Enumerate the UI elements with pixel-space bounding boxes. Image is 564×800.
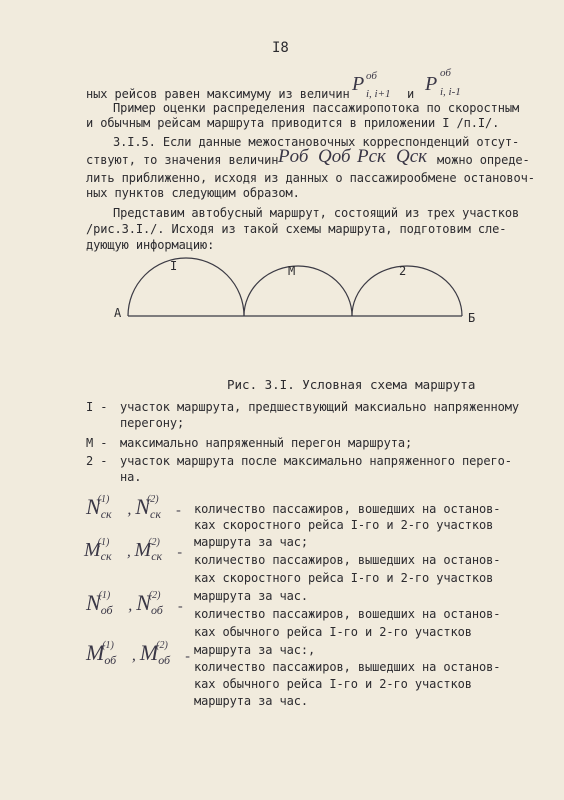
legend-text-m: максимально напряженный перегон маршрута; [120, 436, 413, 450]
def-1-sym-a: N [86, 494, 101, 519]
def-2-line-1: количество пассажиров, вышедших на останов- [194, 553, 501, 567]
def-2-line-3: маршрута за час. [194, 589, 308, 603]
def-1-sup-b: (2) [146, 494, 159, 505]
def-1-sup-a: (1) [97, 494, 110, 505]
def-2-line-2: ках скоростного рейса I-го и 2-го участков [194, 571, 494, 585]
def-3-sup-a: (1) [98, 590, 111, 601]
legend-text-1a: участок маршрута, предшествующий максиально напряженному [120, 400, 519, 414]
legend-text-2a: участок маршрута после максимально напряженного перего- [120, 454, 512, 468]
def-2-sym-a: M [84, 539, 101, 561]
text-and: и [407, 87, 415, 101]
text-line-4: 3.I.5. Если данные межостановочных корреспонденций отсут- [113, 135, 520, 149]
figure-label-end: Б [468, 311, 476, 325]
def-1-sub-b: ск [150, 507, 161, 521]
def-4-sub-b: об [158, 653, 171, 667]
def-3-sym-b: N [136, 590, 151, 615]
def-3-sup-b: (2) [148, 590, 161, 601]
text-line-5b: можно опреде- [437, 153, 530, 167]
text-line-7: ных пунктов следующим образом. [86, 186, 300, 200]
text-line-5: ствуют, то значения величин [86, 153, 279, 167]
handwritten-p-1: P [352, 73, 365, 95]
legend-key-m: М - [86, 436, 108, 450]
legend-key-1-label: I [86, 400, 94, 414]
figure-label-segment-2: 2 [399, 264, 407, 278]
def-4-sup-a: (1) [102, 640, 114, 651]
handwritten-q-sk: Qск [396, 146, 428, 167]
text-line-9: /рис.3.I./. Исходя из такой схемы маршрута, подготовим сле- [86, 222, 507, 236]
def-3-sub-a: об [100, 603, 113, 617]
def-1-line-2: ках скоростного рейса I-го и 2-го участков [194, 518, 494, 532]
def-2-sub-a: ск [100, 549, 112, 563]
handwritten-p-sk: Pск [357, 146, 386, 167]
handwritten-p-2-sub: i, i-1 [440, 86, 461, 98]
def-1-line-3: маршрута за час; [194, 535, 308, 549]
def-4-sub-a: об [104, 653, 117, 667]
def-1-sub-a: ск [100, 507, 112, 521]
handwritten-q-ob: Qоб [318, 146, 351, 167]
handwritten-p-2: P [425, 73, 438, 95]
def-1-line-1: количество пассажиров, вошедших на останов- [194, 502, 501, 516]
legend-text-1b: перегону; [120, 416, 185, 430]
text-line-1: ных рейсов равен максимуму из величин [86, 87, 350, 101]
def-1-sym-b: N [135, 494, 150, 519]
text-line-2: Пример оценки распределения пассажиропотока по скоростным [113, 101, 520, 115]
handwritten-p-ob: Pоб [278, 146, 309, 167]
arc-segment-1 [128, 258, 244, 316]
legend-key-1: I - [86, 400, 108, 414]
text-line-8: Представим автобусный маршрут, состоящий из трех участков [113, 206, 520, 220]
text-line-6: лить приближенно, исходя из данных о пассажирообмене остановоч- [86, 171, 535, 185]
def-3-symbol: Nоб$^{(1)}$ , Nоб$^{(2)}$ - [86, 590, 183, 617]
handwritten-p-1-sub: i, i+1 [366, 88, 391, 100]
def-2-sup-a: (1) [97, 537, 110, 548]
arc-segment-m [244, 266, 352, 316]
def-4-line-3: маршрута за час. [194, 694, 308, 708]
def-1-symbol: Nск$^{(1)}$ , Nск$^{(2)}$ - [86, 494, 181, 521]
def-2-sub-b: ск [151, 549, 163, 563]
def-2-sup-b: (2) [148, 537, 160, 548]
handwritten-p-2-sup: об [440, 67, 451, 79]
def-4-symbol: Mоб$^{(1)}$ , Mоб$^{(2)}$ - [86, 640, 190, 667]
def-3-line-3: маршрута за час:, [194, 643, 316, 657]
legend-text-2b: на. [120, 470, 142, 484]
def-4-line-1: количество пассажиров, вышедших на останов- [194, 660, 501, 674]
arc-segment-2 [352, 266, 462, 316]
def-4-sym-a: M [86, 640, 105, 665]
figure-label-segment-1: I [170, 259, 178, 273]
figure-label-start: А [114, 306, 122, 320]
page-number: I8 [272, 40, 289, 56]
figure-label-segment-m: M [288, 264, 296, 278]
def-4-line-2: ках обычного рейса I-го и 2-го участков [194, 677, 472, 691]
def-4-sup-b: (2) [156, 640, 168, 651]
text-line-10: дующую информацию: [86, 238, 215, 252]
legend-key-2: 2 - [86, 454, 108, 468]
def-2-sym-b: M [134, 539, 152, 561]
def-3-sym-a: N [86, 590, 101, 615]
def-2-symbol: $M_{ск}^{(1)}$ , $M_{ск}^{(2)}$ - [84, 537, 183, 563]
def-3-line-1: количество пассажиров, вошедших на останов- [194, 607, 501, 621]
def-3-line-2: ках обычного рейса I-го и 2-го участков [194, 625, 472, 639]
def-4-sym-b: M [139, 640, 159, 665]
legend-key-2-label: 2 [86, 454, 94, 468]
legend-key-m-label: М [86, 436, 94, 450]
def-3-sub-b: об [150, 603, 163, 617]
text-line-3: и обычным рейсам маршрута приводится в приложении I /п.I/. [86, 116, 500, 130]
handwritten-p-1-sup: об [366, 70, 377, 82]
figure-caption: Рис. 3.I. Условная схема маршрута [227, 377, 476, 392]
